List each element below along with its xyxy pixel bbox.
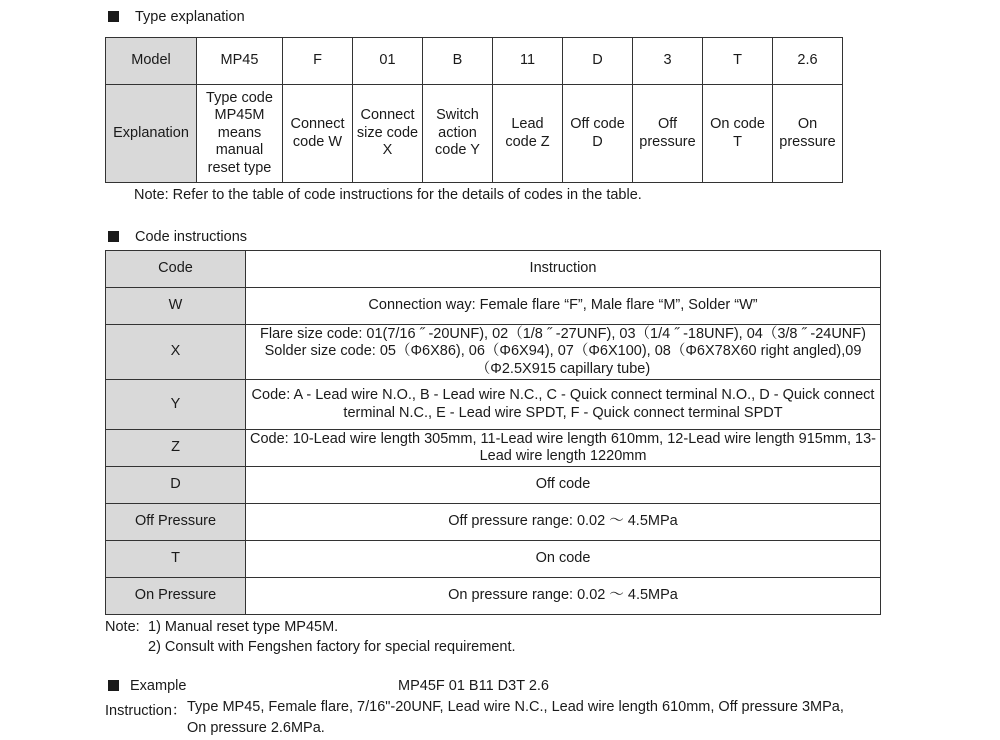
example-code: MP45F 01 B11 D3T 2.6 (398, 678, 549, 694)
code-cell: Off Pressure (106, 504, 246, 541)
header-code: Code (106, 251, 246, 288)
code-cell: On Pressure (106, 578, 246, 615)
heading-text: Type explanation (135, 9, 245, 25)
table-row (106, 288, 881, 325)
explanation-row (106, 85, 843, 183)
table-row (106, 467, 881, 504)
table-cell: 2.6 (773, 38, 843, 85)
code-instructions-heading (108, 229, 247, 245)
code-cell: X (106, 325, 246, 380)
code-cell: W (106, 288, 246, 325)
instruction-cell: Off code (246, 467, 881, 504)
square-bullet-icon (108, 231, 119, 242)
table-cell: Off pressure (633, 85, 703, 183)
table-cell: D (563, 38, 633, 85)
table-cell: Explanation (106, 85, 197, 183)
instruction-line-1: Type MP45, Female flare, 7/16"-20UNF, Lead wire N.C., Lead wire length 610mm, Off pressure 3MPa, (187, 699, 844, 715)
table-cell: On pressure (773, 85, 843, 183)
example-heading (108, 678, 186, 694)
instruction-cell: On code (246, 541, 881, 578)
table-cell: Model (106, 38, 197, 85)
square-bullet-icon (108, 11, 119, 22)
code-note-label: Note: (105, 619, 140, 635)
instruction-cell: On pressure range: 0.02 ～ 4.5MPa (246, 578, 881, 615)
table-cell: Type code MP45M means manual reset type (197, 85, 283, 183)
table-cell: Connect code W (283, 85, 353, 183)
table-cell: On code T (703, 85, 773, 183)
instruction-cell: Connection way: Female flare “F”, Male flare “M”, Solder “W” (246, 288, 881, 325)
code-instructions-table (105, 250, 881, 615)
instruction-line-2: On pressure 2.6MPa. (187, 720, 325, 736)
table-header-row (106, 251, 881, 288)
table-cell: 01 (353, 38, 423, 85)
instruction-cell: Off pressure range: 0.02 ～ 4.5MPa (246, 504, 881, 541)
type-note: Note: Refer to the table of code instructions for the details of codes in the table. (134, 187, 642, 203)
table-cell: Lead code Z (493, 85, 563, 183)
table-cell: Off code D (563, 85, 633, 183)
table-row (106, 430, 881, 467)
table-cell: F (283, 38, 353, 85)
heading-text: Code instructions (135, 229, 248, 245)
code-cell: D (106, 467, 246, 504)
table-row (106, 325, 881, 380)
model-row (106, 38, 843, 85)
square-bullet-icon (108, 680, 119, 691)
instruction-cell: Flare size code: 01(7/16 ˝ -20UNF), 02（1/8 ˝ -27UNF), 03（1/4 ˝ -18UNF), 04（3/8 ˝ -24UNF) Solder size code: 05（Φ6X86), 06（Φ6X94), 07（Φ6X100), 08（Φ6X78X60 right angled),09（Φ2.5X915 capillary tube) (246, 325, 881, 380)
table-cell: Connect size code X (353, 85, 423, 183)
table-cell: MP45 (197, 38, 283, 85)
table-cell: 11 (493, 38, 563, 85)
heading-text: Example (130, 678, 187, 694)
code-note-1: 1) Manual reset type MP45M. (148, 619, 339, 635)
table-row (106, 541, 881, 578)
code-note-2: 2) Consult with Fengshen factory for special requirement. (148, 639, 516, 655)
header-instruction: Instruction (246, 251, 881, 288)
table-row (106, 380, 881, 430)
code-cell: Y (106, 380, 246, 430)
table-row (106, 504, 881, 541)
table-cell: B (423, 38, 493, 85)
code-cell: Z (106, 430, 246, 467)
table-row (106, 578, 881, 615)
instruction-cell: Code: 10-Lead wire length 305mm, 11-Lead wire length 610mm, 12-Lead wire length 915mm, 13-Lead wire length 1220mm (246, 430, 881, 467)
table-cell: T (703, 38, 773, 85)
table-cell: Switch action code Y (423, 85, 493, 183)
instruction-label: Instruction： (105, 703, 187, 719)
type-explanation-table (105, 37, 843, 183)
type-explanation-heading (108, 9, 245, 25)
instruction-cell: Code: A - Lead wire N.O., B - Lead wire N.C., C - Quick connect terminal N.O., D - Quick connect terminal N.C., E - Lead wire SPDT, F - Quick connect terminal SPDT (246, 380, 881, 430)
table-cell: 3 (633, 38, 703, 85)
code-cell: T (106, 541, 246, 578)
